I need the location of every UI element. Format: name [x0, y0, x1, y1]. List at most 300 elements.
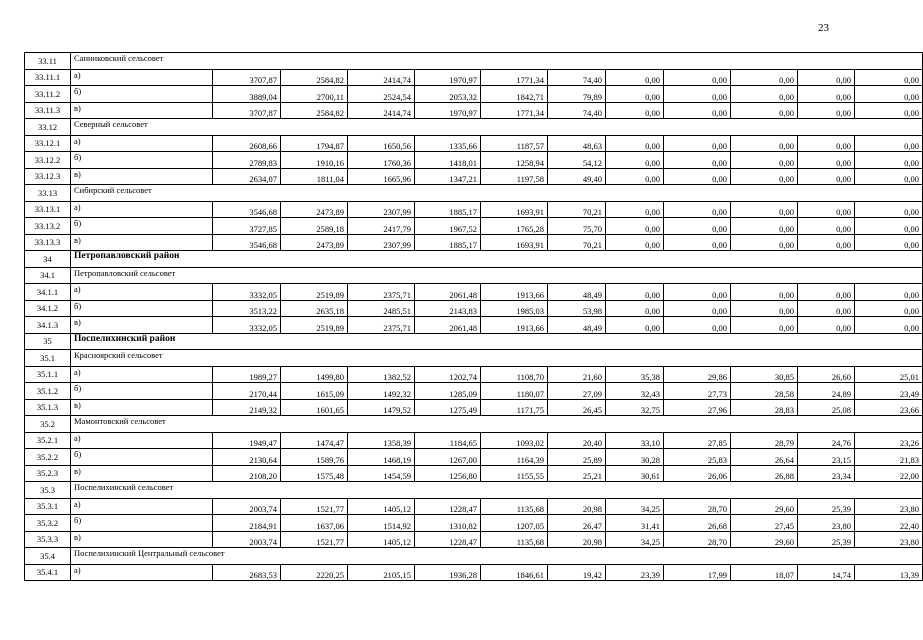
value-cell: 1256,80: [415, 465, 481, 482]
value-cell: 54,12: [548, 152, 606, 169]
table-row: [25, 86, 923, 103]
value-cell: 26,47: [548, 515, 606, 532]
value-cell: 0,00: [731, 317, 798, 334]
value-cell: 25,89: [548, 449, 606, 466]
value-cell: 79,89: [548, 86, 606, 103]
section-header-row: [25, 267, 923, 284]
value-cell: 48,63: [548, 135, 606, 152]
value-cell: 1479,52: [348, 399, 415, 416]
value-cell: 49,40: [548, 168, 606, 185]
value-cell: 0,00: [731, 135, 798, 152]
value-cell: 2584,82: [281, 69, 348, 86]
value-cell: 2143,83: [415, 300, 481, 317]
value-cell: 1499,80: [281, 366, 348, 383]
value-cell: 0,00: [606, 69, 664, 86]
value-cell: 48,49: [548, 284, 606, 301]
value-cell: 0,00: [606, 300, 664, 317]
value-cell: 23,26: [855, 432, 923, 449]
value-cell: 1910,16: [281, 152, 348, 169]
value-cell: 24,76: [798, 432, 855, 449]
row-code: 34.1.2: [25, 300, 71, 317]
value-cell: 2485,51: [348, 300, 415, 317]
value-cell: 0,00: [798, 135, 855, 152]
value-cell: 2105,15: [348, 564, 415, 581]
value-cell: 1267,00: [415, 449, 481, 466]
value-cell: 0,00: [798, 168, 855, 185]
value-cell: 0,00: [606, 168, 664, 185]
settlement-name: Поспелихинский Центральный сельсовет: [71, 548, 923, 565]
value-cell: 1913,66: [481, 317, 548, 334]
value-cell: 27,73: [664, 383, 731, 400]
row-variant: а): [71, 366, 213, 383]
value-cell: 23,80: [798, 515, 855, 532]
value-cell: 3513,22: [213, 300, 281, 317]
value-cell: 0,00: [664, 69, 731, 86]
value-cell: 28,70: [664, 498, 731, 515]
value-cell: 1275,49: [415, 399, 481, 416]
value-cell: 1970,97: [415, 69, 481, 86]
value-cell: 3707,87: [213, 69, 281, 86]
row-code: 34: [25, 251, 71, 268]
value-cell: 1842,71: [481, 86, 548, 103]
district-header-row: [25, 251, 923, 268]
row-code: 33.13.2: [25, 218, 71, 235]
value-cell: 0,00: [731, 201, 798, 218]
row-code: 35.3.1: [25, 498, 71, 515]
value-cell: 0,00: [855, 284, 923, 301]
settlement-name: Северный сельсовет: [71, 119, 923, 136]
value-cell: 1846,61: [481, 564, 548, 581]
table-row: [25, 449, 923, 466]
value-cell: 32,75: [606, 399, 664, 416]
value-cell: 0,00: [606, 102, 664, 119]
value-cell: 2307,99: [348, 234, 415, 251]
row-code: 33.12.3: [25, 168, 71, 185]
table-body: [25, 53, 923, 581]
value-cell: 0,00: [664, 102, 731, 119]
value-cell: 1514,92: [348, 515, 415, 532]
table-row: [25, 300, 923, 317]
settlement-name: Петропавловский сельсовет: [71, 267, 923, 284]
row-variant: б): [71, 449, 213, 466]
section-header-row: [25, 53, 923, 70]
value-cell: 1665,96: [348, 168, 415, 185]
value-cell: 0,00: [731, 86, 798, 103]
value-cell: 20,98: [548, 498, 606, 515]
value-cell: 1171,75: [481, 399, 548, 416]
value-cell: 25,01: [855, 366, 923, 383]
value-cell: 35,38: [606, 366, 664, 383]
value-cell: 26,88: [731, 465, 798, 482]
value-cell: 23,80: [855, 498, 923, 515]
value-cell: 17,99: [664, 564, 731, 581]
value-cell: 26,64: [731, 449, 798, 466]
row-code: 35.2.3: [25, 465, 71, 482]
page-number: 23: [818, 22, 829, 34]
value-cell: 1202,74: [415, 366, 481, 383]
value-cell: 3727,85: [213, 218, 281, 235]
value-cell: 2149,32: [213, 399, 281, 416]
row-variant: б): [71, 152, 213, 169]
value-cell: 0,00: [798, 300, 855, 317]
row-code: 33.11: [25, 53, 71, 70]
value-cell: 1155,55: [481, 465, 548, 482]
value-cell: 1575,48: [281, 465, 348, 482]
value-cell: 28,79: [731, 432, 798, 449]
value-cell: 30,28: [606, 449, 664, 466]
value-cell: 25,39: [798, 531, 855, 548]
table-row: [25, 168, 923, 185]
value-cell: 1285,09: [415, 383, 481, 400]
value-cell: 20,40: [548, 432, 606, 449]
value-cell: 3332,05: [213, 317, 281, 334]
row-code: 35.1.3: [25, 399, 71, 416]
row-variant: а): [71, 284, 213, 301]
table-row: [25, 69, 923, 86]
row-variant: а): [71, 498, 213, 515]
district-name: Поспелихинский район: [71, 333, 923, 350]
value-cell: 0,00: [798, 284, 855, 301]
value-cell: 2003,74: [213, 531, 281, 548]
value-cell: 0,00: [798, 69, 855, 86]
value-cell: 0,00: [731, 300, 798, 317]
row-variant: в): [71, 168, 213, 185]
value-cell: 0,00: [664, 234, 731, 251]
value-cell: 30,85: [731, 366, 798, 383]
settlement-name: Красноярский сельсовет: [71, 350, 923, 367]
value-cell: 1184,65: [415, 432, 481, 449]
value-cell: 34,25: [606, 531, 664, 548]
value-cell: 2524,54: [348, 86, 415, 103]
value-cell: 0,00: [606, 284, 664, 301]
row-code: 35.4.1: [25, 564, 71, 581]
value-cell: 28,83: [731, 399, 798, 416]
row-code: 33.11.1: [25, 69, 71, 86]
table-row: [25, 531, 923, 548]
value-cell: 0,00: [798, 234, 855, 251]
table-row: [25, 383, 923, 400]
value-cell: 1187,57: [481, 135, 548, 152]
value-cell: 32,43: [606, 383, 664, 400]
section-header-row: [25, 548, 923, 565]
value-cell: 2473,89: [281, 234, 348, 251]
value-cell: 34,25: [606, 498, 664, 515]
value-cell: 3546,68: [213, 234, 281, 251]
value-cell: 0,00: [731, 284, 798, 301]
value-cell: 2003,74: [213, 498, 281, 515]
value-cell: 2108,20: [213, 465, 281, 482]
settlement-name: Санниковский сельсовет: [71, 53, 923, 70]
value-cell: 0,00: [855, 135, 923, 152]
table-row: [25, 135, 923, 152]
value-cell: 0,00: [855, 201, 923, 218]
section-header-row: [25, 119, 923, 136]
value-cell: 0,00: [798, 201, 855, 218]
value-cell: 21,60: [548, 366, 606, 383]
value-cell: 0,00: [855, 69, 923, 86]
row-code: 35.3.3: [25, 531, 71, 548]
value-cell: 31,41: [606, 515, 664, 532]
table-row: [25, 218, 923, 235]
value-cell: 1418,01: [415, 152, 481, 169]
row-variant: б): [71, 218, 213, 235]
value-cell: 2634,07: [213, 168, 281, 185]
value-cell: 1135,68: [481, 498, 548, 515]
table-row: [25, 465, 923, 482]
value-cell: 23,15: [798, 449, 855, 466]
row-code: 35.2.2: [25, 449, 71, 466]
value-cell: 1405,12: [348, 498, 415, 515]
value-cell: 26,68: [664, 515, 731, 532]
value-cell: 1492,32: [348, 383, 415, 400]
value-cell: 13,39: [855, 564, 923, 581]
value-cell: 0,00: [731, 69, 798, 86]
value-cell: 1347,21: [415, 168, 481, 185]
value-cell: 14,74: [798, 564, 855, 581]
value-cell: 74,40: [548, 69, 606, 86]
value-cell: 0,00: [606, 86, 664, 103]
value-cell: 2608,66: [213, 135, 281, 152]
value-cell: 24,89: [798, 383, 855, 400]
table-row: [25, 515, 923, 532]
value-cell: 28,58: [731, 383, 798, 400]
value-cell: 0,00: [664, 86, 731, 103]
value-cell: 1794,87: [281, 135, 348, 152]
value-cell: 0,00: [664, 135, 731, 152]
row-code: 33.12.1: [25, 135, 71, 152]
row-code: 35.3.2: [25, 515, 71, 532]
tariff-table: [24, 52, 923, 581]
value-cell: 1771,34: [481, 102, 548, 119]
value-cell: 1382,52: [348, 366, 415, 383]
value-cell: 0,00: [731, 102, 798, 119]
value-cell: 27,45: [731, 515, 798, 532]
value-cell: 1970,97: [415, 102, 481, 119]
value-cell: 1454,59: [348, 465, 415, 482]
table-row: [25, 317, 923, 334]
row-variant: в): [71, 531, 213, 548]
value-cell: 0,00: [664, 317, 731, 334]
table-row: [25, 284, 923, 301]
row-code: 33.12.2: [25, 152, 71, 169]
value-cell: 25,08: [798, 399, 855, 416]
row-variant: б): [71, 86, 213, 103]
value-cell: 1949,47: [213, 432, 281, 449]
table-row: [25, 201, 923, 218]
value-cell: 33,10: [606, 432, 664, 449]
section-header-row: [25, 350, 923, 367]
value-cell: 0,00: [855, 86, 923, 103]
row-code: 33.11.2: [25, 86, 71, 103]
value-cell: 2375,71: [348, 317, 415, 334]
section-header-row: [25, 482, 923, 499]
value-cell: 1521,77: [281, 531, 348, 548]
row-variant: в): [71, 399, 213, 416]
value-cell: 1164,39: [481, 449, 548, 466]
value-cell: 1228,47: [415, 498, 481, 515]
row-variant: а): [71, 135, 213, 152]
value-cell: 26,60: [798, 366, 855, 383]
row-code: 34.1: [25, 267, 71, 284]
table-row: [25, 564, 923, 581]
section-header-row: [25, 416, 923, 433]
row-variant: в): [71, 234, 213, 251]
value-cell: 1913,66: [481, 284, 548, 301]
value-cell: 0,00: [798, 152, 855, 169]
value-cell: 18,07: [731, 564, 798, 581]
value-cell: 1474,47: [281, 432, 348, 449]
value-cell: 2473,89: [281, 201, 348, 218]
value-cell: 25,83: [664, 449, 731, 466]
value-cell: 1180,07: [481, 383, 548, 400]
value-cell: 48,49: [548, 317, 606, 334]
value-cell: 2417,79: [348, 218, 415, 235]
value-cell: 23,39: [606, 564, 664, 581]
value-cell: 1885,17: [415, 234, 481, 251]
row-variant: а): [71, 432, 213, 449]
value-cell: 1615,09: [281, 383, 348, 400]
value-cell: 1650,56: [348, 135, 415, 152]
row-code: 35.1.1: [25, 366, 71, 383]
value-cell: 27,85: [664, 432, 731, 449]
row-variant: б): [71, 515, 213, 532]
value-cell: 2414,74: [348, 69, 415, 86]
row-code: 35.1.2: [25, 383, 71, 400]
section-header-row: [25, 185, 923, 202]
value-cell: 2589,18: [281, 218, 348, 235]
value-cell: 2170,44: [213, 383, 281, 400]
value-cell: 0,00: [855, 102, 923, 119]
value-cell: 0,00: [606, 135, 664, 152]
row-code: 33.13: [25, 185, 71, 202]
row-variant: а): [71, 69, 213, 86]
table-row: [25, 152, 923, 169]
value-cell: 25,21: [548, 465, 606, 482]
row-code: 34.1.3: [25, 317, 71, 334]
value-cell: 3332,05: [213, 284, 281, 301]
value-cell: 1811,04: [281, 168, 348, 185]
value-cell: 23,80: [855, 531, 923, 548]
row-code: 35.4: [25, 548, 71, 565]
value-cell: 2414,74: [348, 102, 415, 119]
value-cell: 2789,83: [213, 152, 281, 169]
value-cell: 0,00: [855, 152, 923, 169]
value-cell: 2375,71: [348, 284, 415, 301]
table-row: [25, 399, 923, 416]
value-cell: 0,00: [855, 234, 923, 251]
value-cell: 0,00: [798, 218, 855, 235]
row-variant: в): [71, 465, 213, 482]
value-cell: 0,00: [798, 86, 855, 103]
row-code: 35.1: [25, 350, 71, 367]
value-cell: 0,00: [855, 317, 923, 334]
value-cell: 1310,82: [415, 515, 481, 532]
value-cell: 1589,76: [281, 449, 348, 466]
value-cell: 21,83: [855, 449, 923, 466]
table-row: [25, 102, 923, 119]
value-cell: 20,98: [548, 531, 606, 548]
value-cell: 0,00: [664, 201, 731, 218]
value-cell: 0,00: [798, 102, 855, 119]
value-cell: 1358,39: [348, 432, 415, 449]
table-row: [25, 498, 923, 515]
value-cell: 1693,91: [481, 234, 548, 251]
value-cell: 1207,05: [481, 515, 548, 532]
value-cell: 0,00: [731, 234, 798, 251]
value-cell: 1197,58: [481, 168, 548, 185]
value-cell: 0,00: [664, 168, 731, 185]
district-name: Петропавловский район: [71, 251, 923, 268]
value-cell: 0,00: [606, 234, 664, 251]
row-variant: в): [71, 102, 213, 119]
value-cell: 0,00: [664, 218, 731, 235]
value-cell: 1468,19: [348, 449, 415, 466]
value-cell: 23,66: [855, 399, 923, 416]
value-cell: 53,98: [548, 300, 606, 317]
settlement-name: Мамонтовский сельсовет: [71, 416, 923, 433]
value-cell: 29,86: [664, 366, 731, 383]
value-cell: 23,34: [798, 465, 855, 482]
row-variant: б): [71, 383, 213, 400]
value-cell: 1405,12: [348, 531, 415, 548]
value-cell: 1335,66: [415, 135, 481, 152]
value-cell: 3546,68: [213, 201, 281, 218]
value-cell: 27,09: [548, 383, 606, 400]
value-cell: 2220,25: [281, 564, 348, 581]
value-cell: 2061,48: [415, 284, 481, 301]
row-variant: а): [71, 564, 213, 581]
value-cell: 1885,17: [415, 201, 481, 218]
value-cell: 0,00: [664, 152, 731, 169]
settlement-name: Поспелихинский сельсовет: [71, 482, 923, 499]
row-code: 33.12: [25, 119, 71, 136]
value-cell: 1601,65: [281, 399, 348, 416]
value-cell: 70,21: [548, 234, 606, 251]
value-cell: 0,00: [606, 218, 664, 235]
value-cell: 0,00: [798, 317, 855, 334]
value-cell: 1637,06: [281, 515, 348, 532]
value-cell: 0,00: [731, 218, 798, 235]
value-cell: 26,45: [548, 399, 606, 416]
value-cell: 1771,34: [481, 69, 548, 86]
value-cell: 29,60: [731, 498, 798, 515]
value-cell: 22,40: [855, 515, 923, 532]
value-cell: 1693,91: [481, 201, 548, 218]
value-cell: 1228,47: [415, 531, 481, 548]
row-variant: а): [71, 201, 213, 218]
value-cell: 2130,64: [213, 449, 281, 466]
row-code: 35.3: [25, 482, 71, 499]
value-cell: 2061,48: [415, 317, 481, 334]
value-cell: 1985,03: [481, 300, 548, 317]
value-cell: 2519,89: [281, 317, 348, 334]
value-cell: 1093,02: [481, 432, 548, 449]
value-cell: 2307,99: [348, 201, 415, 218]
value-cell: 0,00: [606, 201, 664, 218]
row-code: 35.2.1: [25, 432, 71, 449]
value-cell: 74,40: [548, 102, 606, 119]
value-cell: 0,00: [606, 152, 664, 169]
value-cell: 0,00: [664, 300, 731, 317]
value-cell: 0,00: [731, 168, 798, 185]
value-cell: 0,00: [731, 152, 798, 169]
value-cell: 3889,04: [213, 86, 281, 103]
value-cell: 2184,91: [213, 515, 281, 532]
value-cell: 1989,27: [213, 366, 281, 383]
value-cell: 2683,53: [213, 564, 281, 581]
value-cell: 1135,68: [481, 531, 548, 548]
value-cell: 1258,94: [481, 152, 548, 169]
